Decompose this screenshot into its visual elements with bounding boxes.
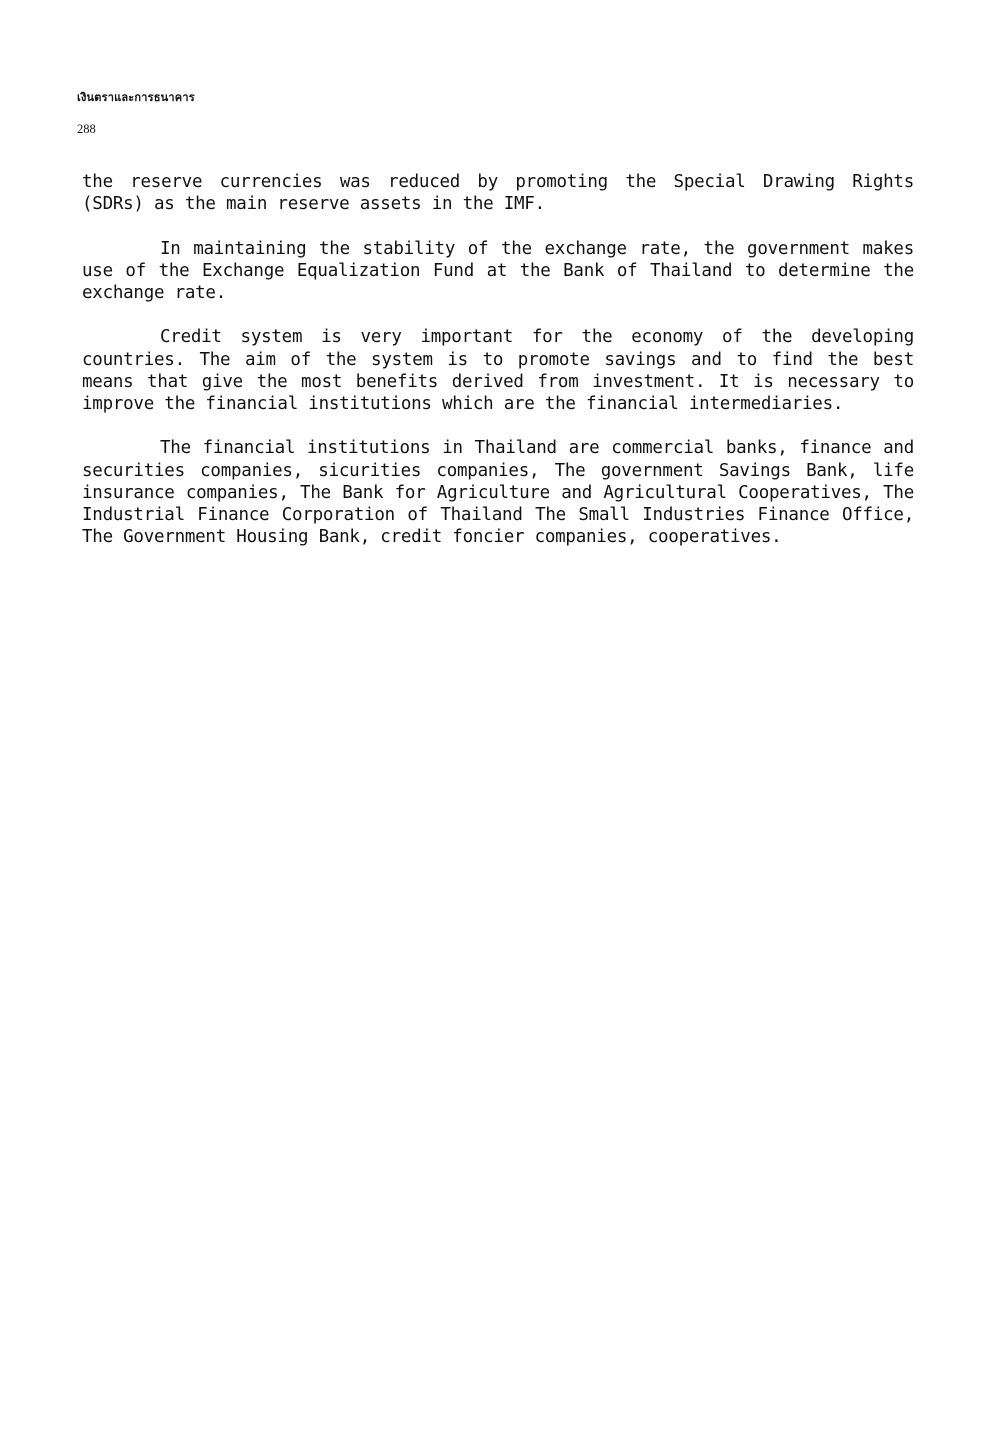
page-number: 288 [77, 122, 96, 136]
paragraph-exchange-rate: In maintaining the stability of the exchange rate, the government makes use of the Exchange Equalization Fund at the Bank of Thailand to determine the exchange rate. [82, 238, 914, 303]
body-text [82, 171, 914, 571]
running-header: เงินตราและการธนาคาร [77, 91, 195, 104]
paragraph-credit-system: Credit system is very important for the economy of the developing countries. The aim of the system is to promote savings and to find the best means that give the most benefits derived from investment. It is necessary to improve the financial institutions which are the financial intermediaries. [82, 327, 914, 414]
paragraph-financial-institutions: The financial institutions in Thailand are commercial banks, finance and securities companies, sicurities companies, The government Savings Bank, life insurance companies, The Bank for Agriculture and Agricultural Cooperatives, The Industrial Finance Corporation of Thailand The Small Industries Finance Office, The Government Housing Bank, credit foncier companies, cooperatives. [82, 438, 914, 548]
paragraph-reserve-currencies: the reserve currencies was reduced by promoting the Special Drawing Rights (SDRs) as the main reserve assets in the IMF. [82, 172, 914, 215]
